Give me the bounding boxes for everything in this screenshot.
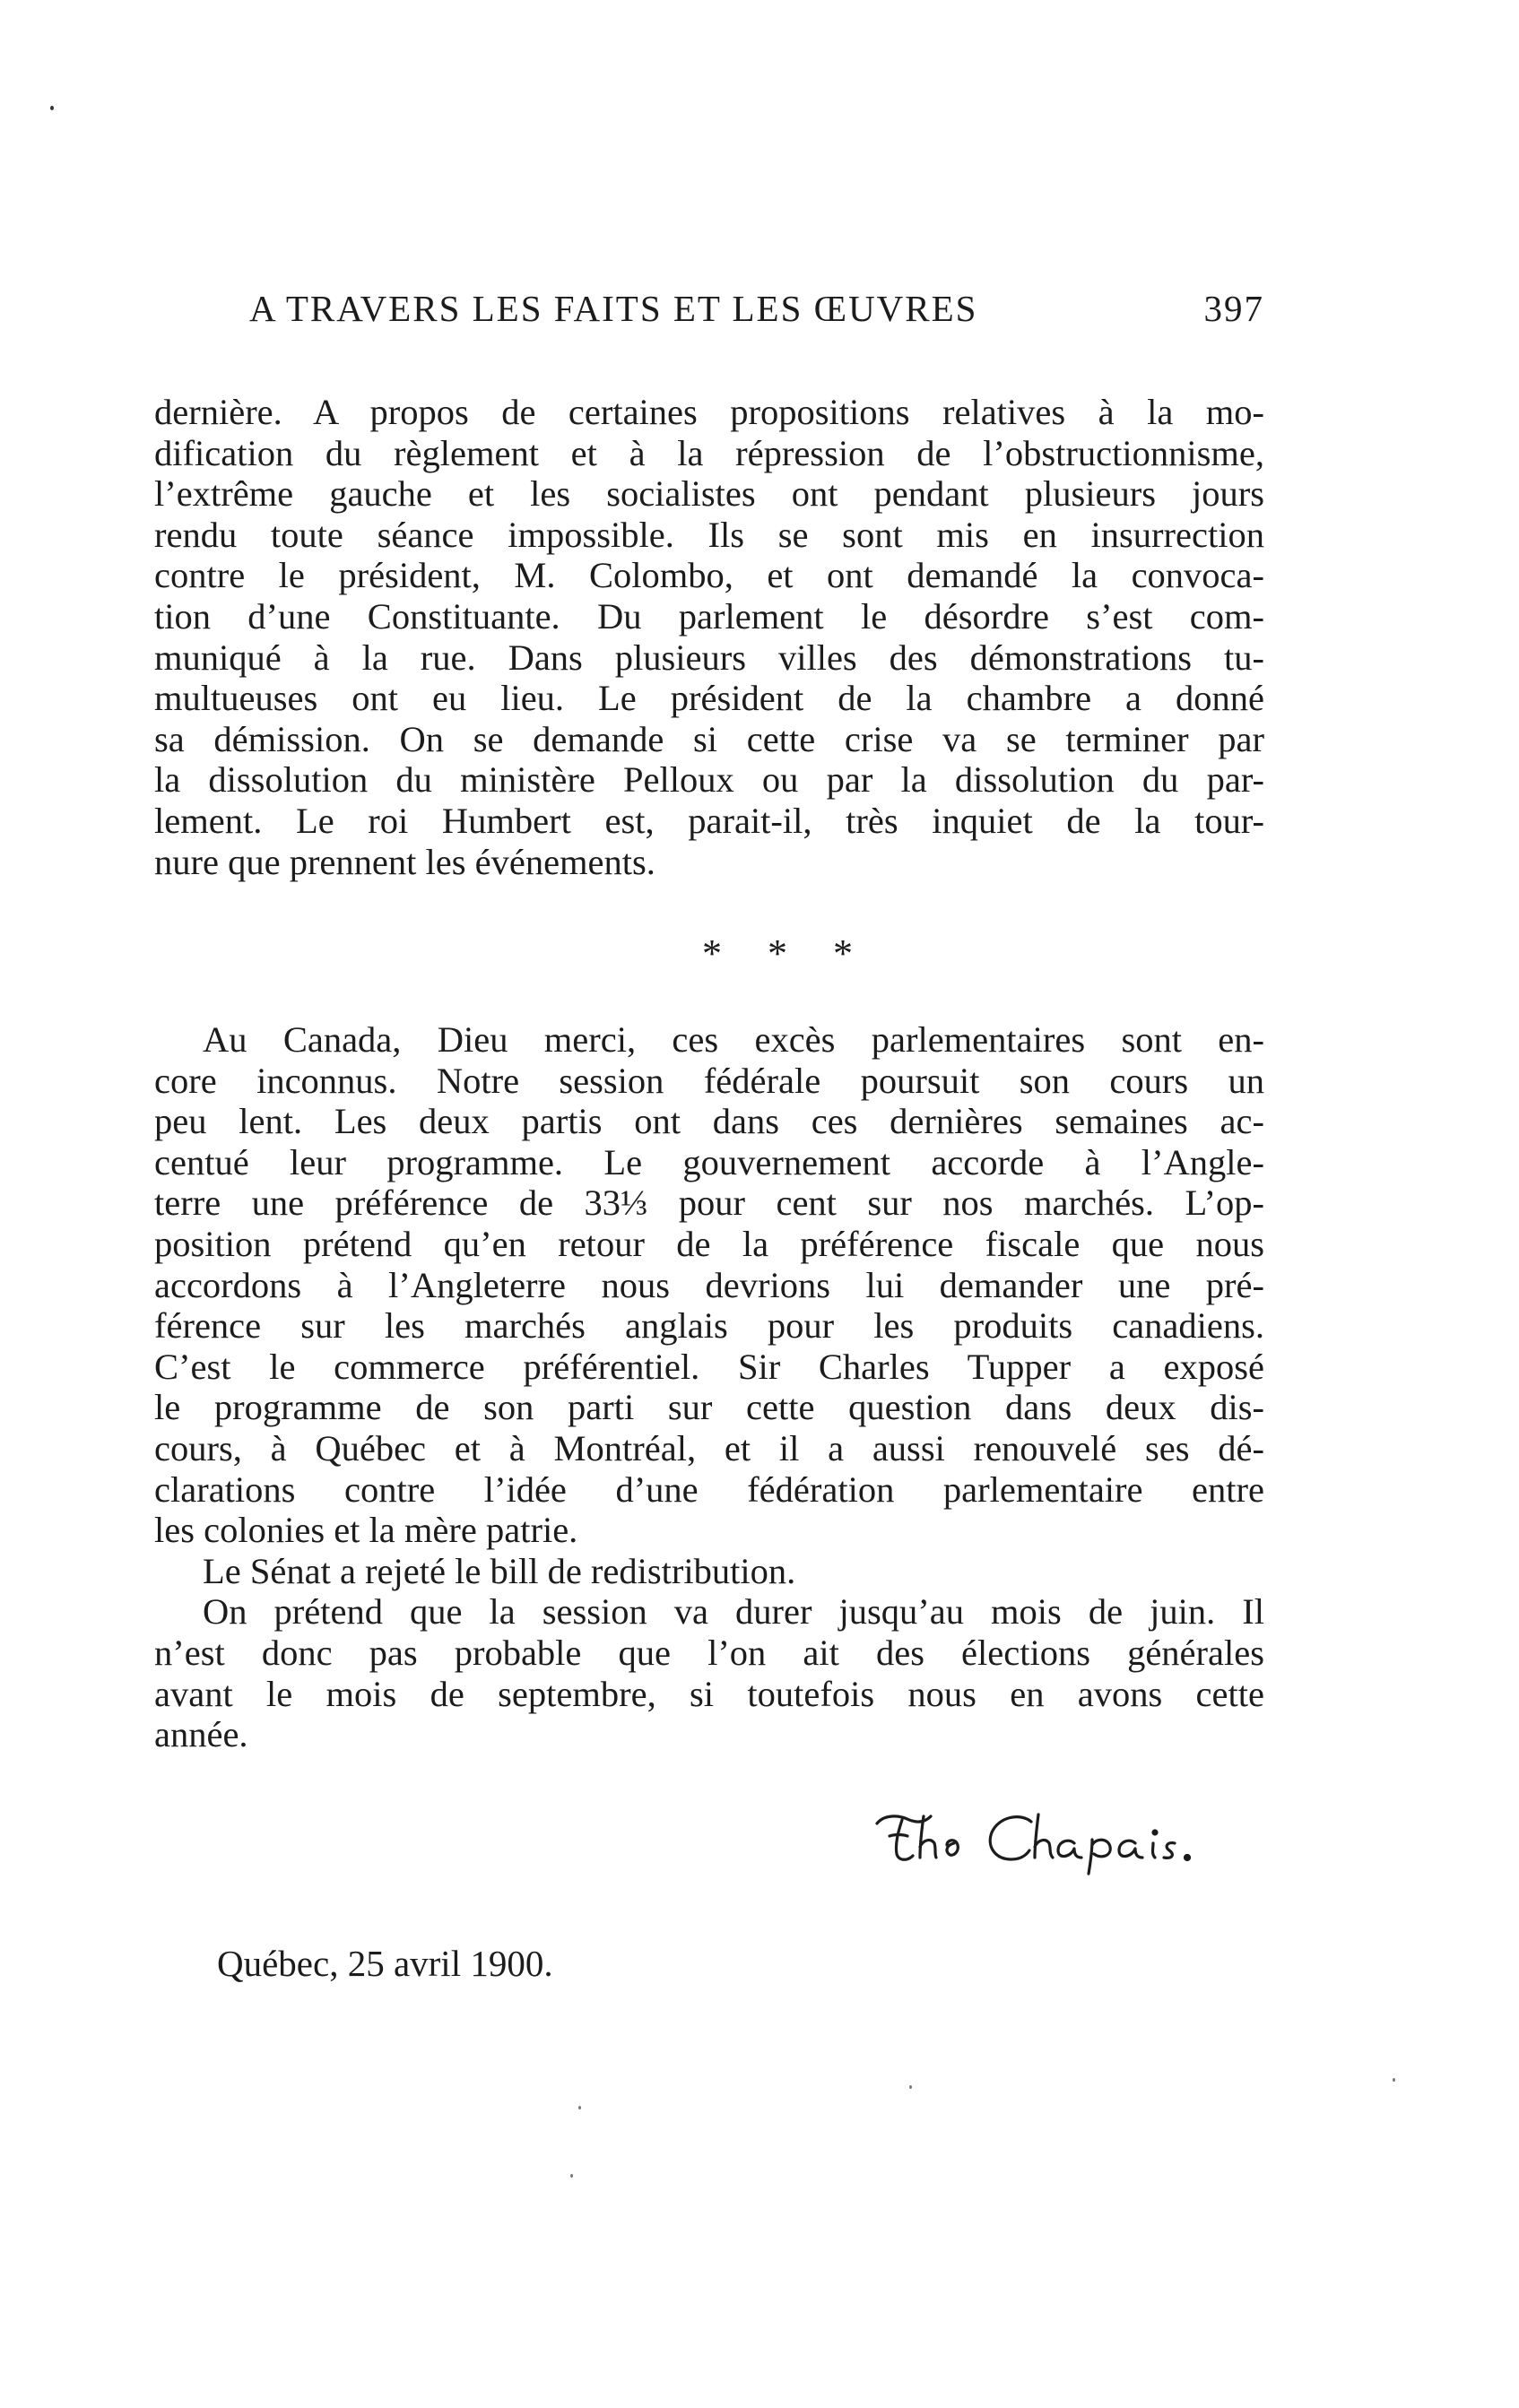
page-number: 397 (1203, 288, 1264, 329)
text-line: année. (154, 1714, 248, 1755)
text-line: n’est donc pas probable que l’on ait des élections générales (154, 1632, 1264, 1673)
text-line: dernière. A propos de certaines propositions relatives à la mo- (154, 392, 1264, 432)
text-line: sa démission. On se demande si cette crise va se terminer par (154, 718, 1264, 759)
text-line: l’extrême gauche et les socialistes ont pendant plusieurs jours (154, 473, 1264, 515)
running-title: A TRAVERS LES FAITS ET LES ŒUVRES (249, 288, 978, 329)
text-line: multueuses ont eu lieu. Le président de la chambre a donné (154, 678, 1264, 719)
paragraph-italy (154, 392, 1264, 882)
text-line: avant le mois de septembre, si toutefois nous en avons cette (154, 1673, 1264, 1714)
text-line: centué leur programme. Le gouvernement accorde à l’Angle- (154, 1141, 1264, 1182)
text-line: la dissolution du ministère Pelloux ou par la dissolution du par- (154, 759, 1264, 801)
text-line: nure que prennent les événements. (154, 841, 655, 882)
text-line: C’est le commerce préférentiel. Sir Charles Tupper a exposé (154, 1346, 1264, 1387)
text-line: tion d’une Constituante. Du parlement le désordre s’est com- (154, 595, 1264, 637)
text-line: terre une préférence de 33⅓ pour cent sur nos marchés. L’op- (154, 1182, 1264, 1224)
text-line: lement. Le roi Humbert est, parait-il, très inquiet de la tour- (154, 800, 1264, 841)
text-line: clarations contre l’idée d’une fédération parlementaire entre (154, 1468, 1264, 1510)
text-line: les colonies et la mère patrie. (154, 1510, 578, 1551)
text-line: férence sur les marchés anglais pour les produits canadiens. (154, 1305, 1264, 1347)
ink-speck (909, 2085, 912, 2089)
ink-speck (570, 2174, 573, 2178)
text-line: position prétend qu’en retour de la préférence fiscale que nous (154, 1223, 1264, 1264)
text-line: le programme de son parti sur cette question dans deux dis- (154, 1387, 1264, 1428)
text-line: Le Sénat a rejeté le bill de redistribution. (203, 1550, 796, 1591)
text-line: peu lent. Les deux partis ont dans ces dernières semaines ac- (154, 1101, 1264, 1142)
handwritten-signature-image (872, 1804, 1248, 1875)
text-line: accordons à l’Angleterre nous devrions lui demander une pré- (154, 1264, 1264, 1305)
text-line: muniqué à la rue. Dans plusieurs villes des démonstrations tu- (154, 637, 1264, 678)
text-line: dification du règlement et à la répression de l’obstructionnisme, (154, 432, 1264, 473)
text-line: On prétend que la session va durer jusqu’au mois de juin. Il (203, 1591, 1264, 1633)
ink-speck (50, 106, 54, 110)
text-line: contre le président, M. Colombo, et ont demandé la convoca- (154, 555, 1264, 596)
text-line: Au Canada, Dieu merci, ces excès parlementaires sont en- (203, 1019, 1264, 1060)
signature (872, 1804, 1248, 1875)
text-line: cours, à Québec et à Montréal, et il a aussi renouvelé ses dé- (154, 1427, 1264, 1468)
section-separator: * * * (702, 931, 871, 975)
ink-speck (1393, 2078, 1395, 2082)
running-header (249, 287, 1264, 341)
text-line: rendu toute séance impossible. Ils se sont mis en insurrection (154, 514, 1264, 555)
text-line: core inconnus. Notre session fédérale poursuit son cours un (154, 1060, 1264, 1101)
ink-speck (578, 2106, 581, 2109)
paragraph-canada (154, 1019, 1264, 1755)
dateline: Québec, 25 avril 1900. (217, 1943, 553, 1984)
